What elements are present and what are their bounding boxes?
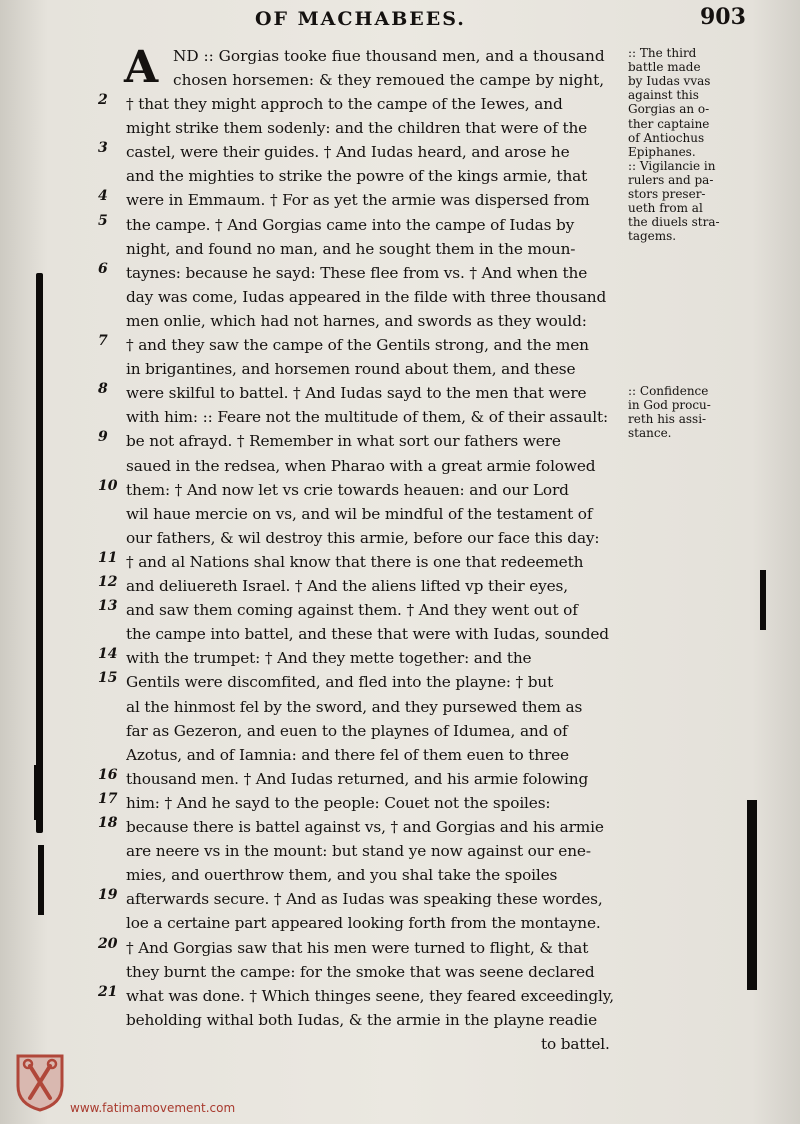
margin-note-line: stors preser- bbox=[628, 187, 706, 201]
text-line: what was done. † Which thinges seene, they feared exceedingly, bbox=[126, 986, 614, 1005]
verse-number: 13 bbox=[98, 598, 118, 615]
scan-edge-mark bbox=[760, 570, 766, 630]
verse-number: 3 bbox=[98, 140, 108, 157]
verse-number: 19 bbox=[98, 887, 118, 904]
running-head: OF MACHABEES. bbox=[255, 8, 466, 30]
scan-edge-mark bbox=[34, 765, 40, 820]
margin-note-line: in God procu- bbox=[628, 398, 711, 412]
margin-note-line: ueth from al bbox=[628, 201, 703, 215]
margin-note-line: ther captaine bbox=[628, 117, 710, 131]
margin-note-line: the diuels stra- bbox=[628, 215, 720, 229]
text-line: castel, were their guides. † And Iudas heard, and arose he bbox=[126, 143, 570, 162]
margin-note-line: stance. bbox=[628, 426, 672, 440]
text-line: † and they saw the campe of the Gentils strong, and the men bbox=[126, 336, 589, 354]
verse-number: 7 bbox=[98, 333, 108, 349]
text-line: are neere vs in the mount: but stand ye now against our ene- bbox=[126, 842, 591, 861]
margin-note-line: :: Confidence bbox=[628, 384, 709, 398]
verse-number: 18 bbox=[98, 815, 118, 831]
text-line: saued in the redsea, when Pharao with a great armie folowed bbox=[126, 456, 596, 475]
verse-number: 14 bbox=[98, 646, 118, 663]
text-line: them: † And now let vs crie towards heauen: and our Lord bbox=[126, 480, 569, 499]
text-line: afterwards secure. † And as Iudas was speaking these wordes, bbox=[126, 890, 603, 909]
text-line: might strike them sodenly: and the children that were of the bbox=[126, 119, 588, 138]
text-line: mies, and ouerthrow them, and you shal take the spoiles bbox=[126, 866, 558, 885]
text-line: night, and found no man, and he sought them in the moun- bbox=[126, 239, 576, 258]
verse-number: 2 bbox=[98, 92, 108, 108]
website-link[interactable]: www.fatimamovement.com bbox=[70, 1101, 236, 1115]
first-line: ND :: Gorgias tooke fiue thousand men, and a thousand bbox=[173, 47, 605, 65]
text-line: thousand men. † And Iudas returned, and his armie folowing bbox=[126, 769, 589, 788]
margin-note-line: against this bbox=[628, 88, 699, 102]
verse-number: 17 bbox=[98, 790, 118, 807]
text-line: † and al Nations shal know that there is one that redeemeth bbox=[126, 552, 584, 571]
verse-number: 8 bbox=[98, 381, 108, 398]
text-line: men onlie, which had not harnes, and swords as they would: bbox=[126, 311, 587, 330]
margin-note-line: of Antiochus bbox=[628, 131, 705, 145]
text-line: him: † And he sayd to the people: Couet not the spoiles: bbox=[126, 793, 551, 812]
text-line: † And Gorgias saw that his men were turned to flight, & that bbox=[126, 938, 589, 957]
verse-number: 21 bbox=[98, 983, 118, 1000]
text-line: far as Gezeron, and euen to the playnes of Idumea, and of bbox=[126, 721, 568, 740]
page-header bbox=[0, 2, 800, 36]
margin-note-line: reth his assi- bbox=[628, 412, 707, 426]
text-line: with him: :: Feare not the multitude of them, & of their assault: bbox=[126, 408, 609, 427]
folio-number: 903 bbox=[700, 4, 746, 30]
margin-note-line: :: Vigilancie in bbox=[628, 159, 716, 173]
scan-edge-mark bbox=[36, 273, 43, 833]
scan-edge-mark bbox=[38, 845, 44, 915]
second-line: chosen horsemen: & they remoued the campe by night, bbox=[173, 71, 605, 89]
text-line: taynes: because he sayd: These flee from vs. † And when the bbox=[126, 263, 588, 282]
text-line: † that they might approch to the campe of the Iewes, and bbox=[126, 95, 563, 113]
text-line: they burnt the campe: for the smoke that was seene declared bbox=[126, 962, 595, 981]
text-line: were skilful to battel. † And Iudas sayd to the men that were bbox=[126, 384, 587, 403]
margin-note-line: rulers and pa- bbox=[628, 173, 714, 187]
text-line: and saw them coming against them. † And they went out of bbox=[126, 601, 578, 620]
drop-capital: A bbox=[124, 42, 159, 93]
text-line: Gentils were discomfited, and fled into the playne: † but bbox=[126, 673, 554, 692]
verse-number: 4 bbox=[98, 188, 108, 205]
verse-number: 20 bbox=[98, 935, 118, 952]
text-line: in brigantines, and horsemen round about them, and these bbox=[126, 360, 576, 379]
text-line: loe a certaine part appeared looking forth from the montayne. bbox=[126, 914, 601, 933]
margin-note-line: tagems. bbox=[628, 229, 677, 243]
verse-number: 6 bbox=[98, 260, 108, 277]
text-line: were in Emmaum. † For as yet the armie was dispersed from bbox=[126, 191, 590, 210]
text-line: and deliuereth Israel. † And the aliens lifted vp their eyes, bbox=[126, 577, 568, 595]
text-line: and the mighties to strike the powre of the kings armie, that bbox=[126, 167, 588, 186]
verse-number: 5 bbox=[98, 212, 108, 229]
verse-number: 9 bbox=[98, 429, 108, 446]
text-line: our fathers, & wil destroy this armie, before our face this day: bbox=[126, 528, 600, 547]
text-line: beholding withal both Iudas, & the armie in the playne readie bbox=[126, 1010, 598, 1029]
verse-number: 11 bbox=[98, 549, 118, 566]
text-line: the campe into battel, and these that were with Iudas, sounded bbox=[126, 625, 609, 644]
text-line: be not afrayd. † Remember in what sort our fathers were bbox=[126, 432, 561, 451]
text-line: the campe. † And Gorgias came into the campe of Iudas by bbox=[126, 215, 575, 234]
verse-number: 16 bbox=[98, 766, 118, 783]
scan-edge-mark bbox=[747, 800, 757, 990]
text-line: to battel. bbox=[541, 1034, 610, 1053]
text-line: wil haue mercie on vs, and wil be mindful of the testament of bbox=[126, 504, 593, 523]
text-line: Azotus, and of Iamnia: and there fel of them euen to three bbox=[126, 745, 569, 764]
verse-number: 10 bbox=[98, 477, 118, 494]
text-line: with the trumpet: † And they mette together: and the bbox=[126, 649, 532, 668]
margin-note-line: battle made bbox=[628, 60, 701, 74]
papal-keys-crest-icon bbox=[14, 1052, 66, 1112]
margin-note-line: :: The third bbox=[628, 46, 697, 60]
text-line: because there is battel against vs, † and Gorgias and his armie bbox=[126, 818, 604, 836]
margin-note-line: Epiphanes. bbox=[628, 145, 696, 159]
verse-number: 12 bbox=[98, 574, 118, 590]
text-line: al the hinmost fel by the sword, and they pursewed them as bbox=[126, 697, 583, 716]
margin-note-line: by Iudas vvas bbox=[628, 74, 711, 88]
text-line: day was come, Iudas appeared in the filde with three thousand bbox=[126, 287, 607, 306]
margin-note-line: Gorgias an o- bbox=[628, 102, 710, 116]
verse-number: 15 bbox=[98, 670, 118, 687]
